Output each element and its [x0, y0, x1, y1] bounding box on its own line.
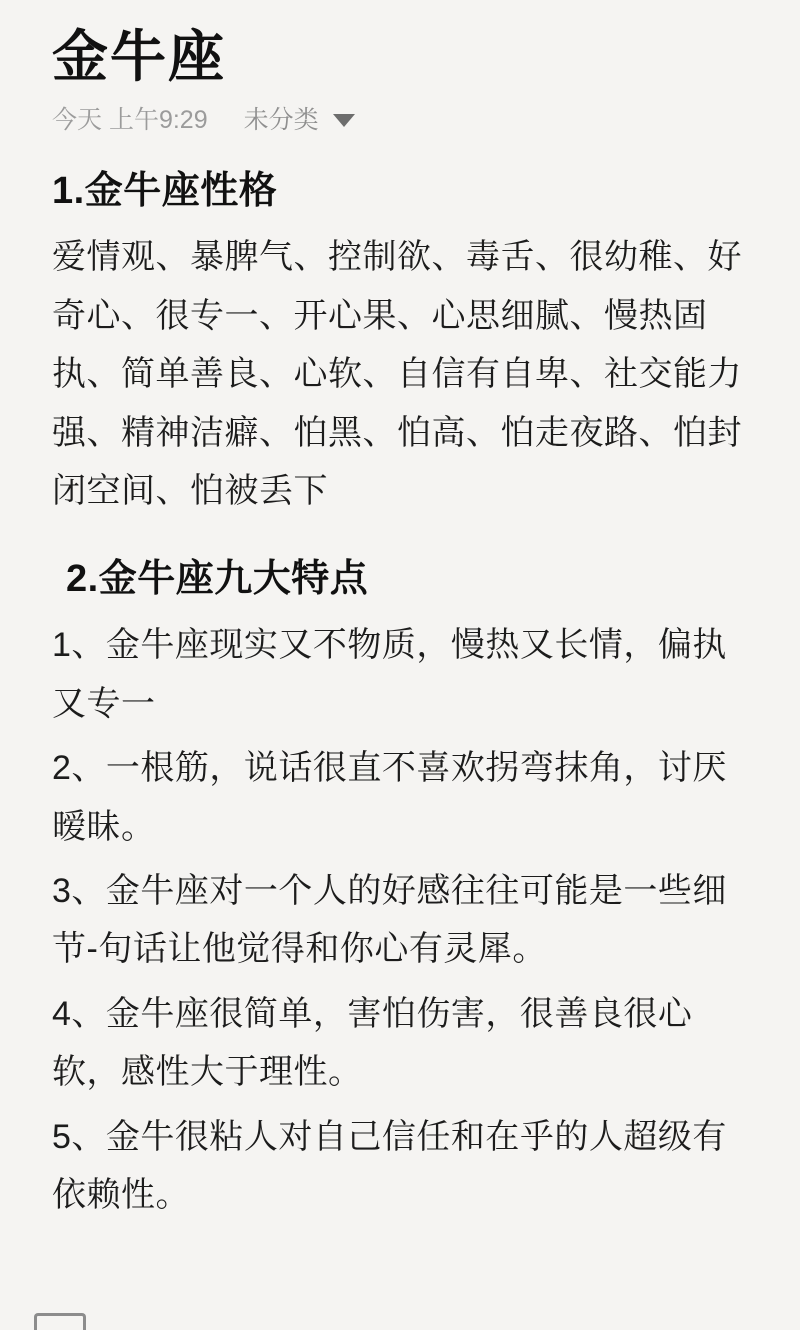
note-meta — [52, 108, 748, 133]
list-item: 5、金牛很粘人对自己信任和在乎的人超级有依赖性。 — [52, 1117, 727, 1215]
list-item: 2、一根筋，说话很直不喜欢拐弯抹角，讨厌暧昧。 — [52, 749, 727, 846]
section-heading-personality: 1.金牛座性格 — [52, 170, 278, 212]
page-title: 金牛座 — [52, 25, 226, 88]
section-heading-nine-traits: 2.金牛座九大特点 — [66, 557, 369, 600]
note-category[interactable]: 未分类 — [243, 106, 319, 134]
note-timestamp: 今天 上午9:29 — [52, 106, 208, 134]
content-fade-overlay — [0, 1296, 800, 1330]
chevron-down-icon[interactable] — [333, 114, 355, 127]
section-paragraph: 爱情观、暴脾气、控制欲、毒舌、很幼稚、好奇心、很专一、开心果、心思细腻、慢热固执、简单善良、心软、自信有自卑、社交能力强、精神洁癖、怕黑、怕高、怕走夜路、怕封闭空间、怕被丢下 — [52, 238, 742, 511]
list-item: 4、金牛座很简单，害怕伤害，很善良很心软，感性大于理性。 — [52, 994, 693, 1092]
nav-hint-indicator — [34, 1313, 86, 1330]
list-item: 1、金牛座现实又不物质，慢热又长情，偏执又专一 — [52, 626, 727, 723]
list-item: 3、金牛座对一个人的好感往往可能是一些细节-句话让他觉得和你心有灵犀。 — [52, 872, 727, 969]
